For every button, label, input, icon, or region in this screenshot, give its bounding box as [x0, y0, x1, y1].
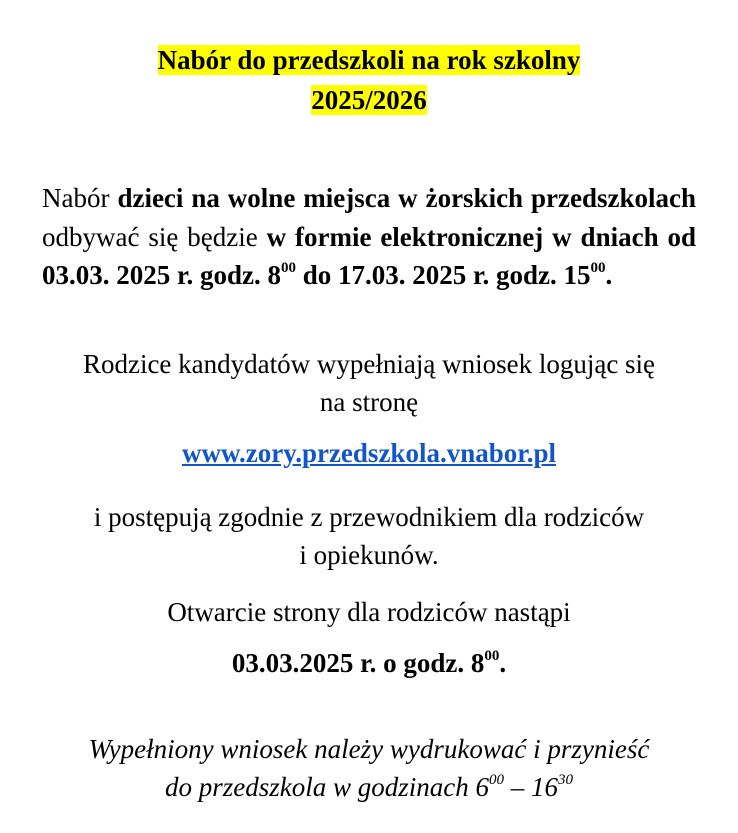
- title-line-1: Nabór do przedszkoli na rok szkolny: [157, 45, 581, 75]
- login-line-2: na stronę: [319, 387, 419, 417]
- opening-text: Otwarcie strony dla rodziców nastąpi: [167, 597, 571, 627]
- print-line-2: do przedszkola w godzinach 6: [165, 772, 489, 802]
- print-close-minutes: 30: [558, 772, 573, 788]
- opening-date-paragraph: [30, 644, 708, 682]
- opening-period: .: [499, 648, 507, 678]
- announcement-title: [60, 40, 678, 120]
- opening-date-minutes: 00: [484, 648, 500, 664]
- print-line-1: Wypełniony wniosek należy wydrukować i przynieść: [88, 734, 650, 764]
- print-paragraph: [30, 730, 708, 806]
- print-open-minutes: 00: [489, 772, 504, 788]
- link-paragraph: [30, 434, 708, 472]
- guide-line-1: i postępują zgodnie z przewodnikiem dla rodziców: [93, 502, 645, 532]
- guide-line-2: i opiekunów.: [299, 540, 439, 570]
- opening-date: 03.03.2025 r. o godz. 8: [231, 648, 485, 678]
- intro-period: .: [605, 260, 613, 290]
- print-dash: – 16: [504, 772, 558, 802]
- guide-paragraph: [30, 498, 708, 574]
- intro-bold-1: dzieci na wolne miejsca w żorskich przedszkolach: [117, 183, 697, 213]
- intro-end-minutes: 00: [590, 260, 606, 276]
- intro-text-2: odbywać się będzie: [42, 221, 258, 252]
- title-line-2: 2025/2026: [311, 85, 427, 115]
- login-paragraph: [30, 345, 708, 421]
- intro-text-1: Nabór: [42, 183, 110, 213]
- vnabor-link[interactable]: www.zory.przedszkola.vnabor.pl: [181, 438, 557, 468]
- intro-paragraph: [42, 179, 696, 295]
- intro-start-minutes: 00: [281, 260, 297, 276]
- intro-dates-start: w formie elektronicznej w dniach od 03.03. 2025 r. godz. 8: [42, 221, 696, 290]
- opening-paragraph: [30, 593, 708, 631]
- login-line-1: Rodzice kandydatów wypełniają wniosek logując się: [82, 349, 656, 379]
- intro-dates-end: do 17.03. 2025 r. godz. 15: [302, 260, 591, 290]
